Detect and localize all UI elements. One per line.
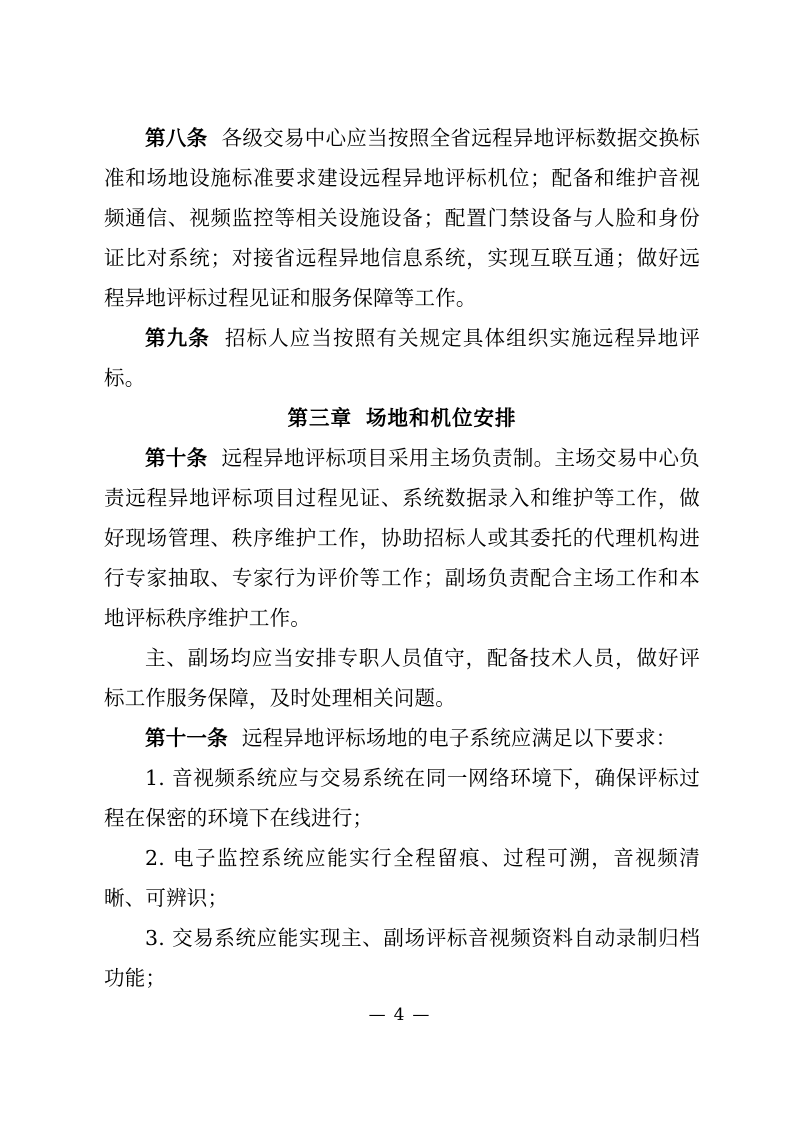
article-label-10: 第十条 [145,446,208,470]
chapter-heading-3 [104,398,700,438]
list-item-1: 1. 音视频系统应与交易系统在同一网络环境下，确保评标过程在保密的环境下在线进行； [104,766,700,830]
page-number: 4 [393,1005,407,1025]
article-label-11: 第十一条 [145,726,228,750]
article-text-10: 远程异地评标项目采用主场负责制。主场交易中心负责远程异地评标项目过程见证、系统数据录入和维护等工作，做好现场管理、秩序维护工作，协助招标人或其委托的代理机构进行专家抽取、专家行为评价等工作；副场负责配合主场工作和本地评标秩序维护工作。 [104,446,700,630]
page-footer [0,1005,800,1025]
article-label-8: 第八条 [145,126,208,150]
body-paragraph-duty: 主、副场均应当安排专职人员值守，配备技术人员，做好评标工作服务保障，及时处理相关问题。 [104,646,700,710]
article-paragraph-9 [104,318,700,398]
article-text-9: 招标人应当按照有关规定具体组织实施远程异地评标。 [104,326,700,390]
article-text-11: 远程异地评标场地的电子系统应满足以下要求： [241,726,677,750]
footer-dash-right: — [412,1005,432,1025]
list-item-3: 3. 交易系统应能实现主、副场评标音视频资料自动录制归档功能； [104,926,700,990]
document-body [104,118,700,998]
chapter-title: 场地和机位安排 [366,406,517,430]
article-paragraph-8 [104,118,700,318]
footer-dash-left: — [368,1005,388,1025]
list-item-2: 2. 电子监控系统应能实行全程留痕、过程可溯，音视频清晰、可辨识； [104,846,700,910]
article-paragraph-10 [104,438,700,638]
article-text-8: 各级交易中心应当按照全省远程异地评标数据交换标准和场地设施标准要求建设远程异地评标机位；配备和维护音视频通信、视频监控等相关设施设备；配置门禁设备与人脸和身份证比对系统；对接省远程异地信息系统，实现互联互通；做好远程异地评标过程见证和服务保障等工作。 [104,126,700,310]
chapter-label: 第三章 [287,406,352,430]
article-label-9: 第九条 [145,326,210,350]
article-paragraph-11 [104,718,700,758]
